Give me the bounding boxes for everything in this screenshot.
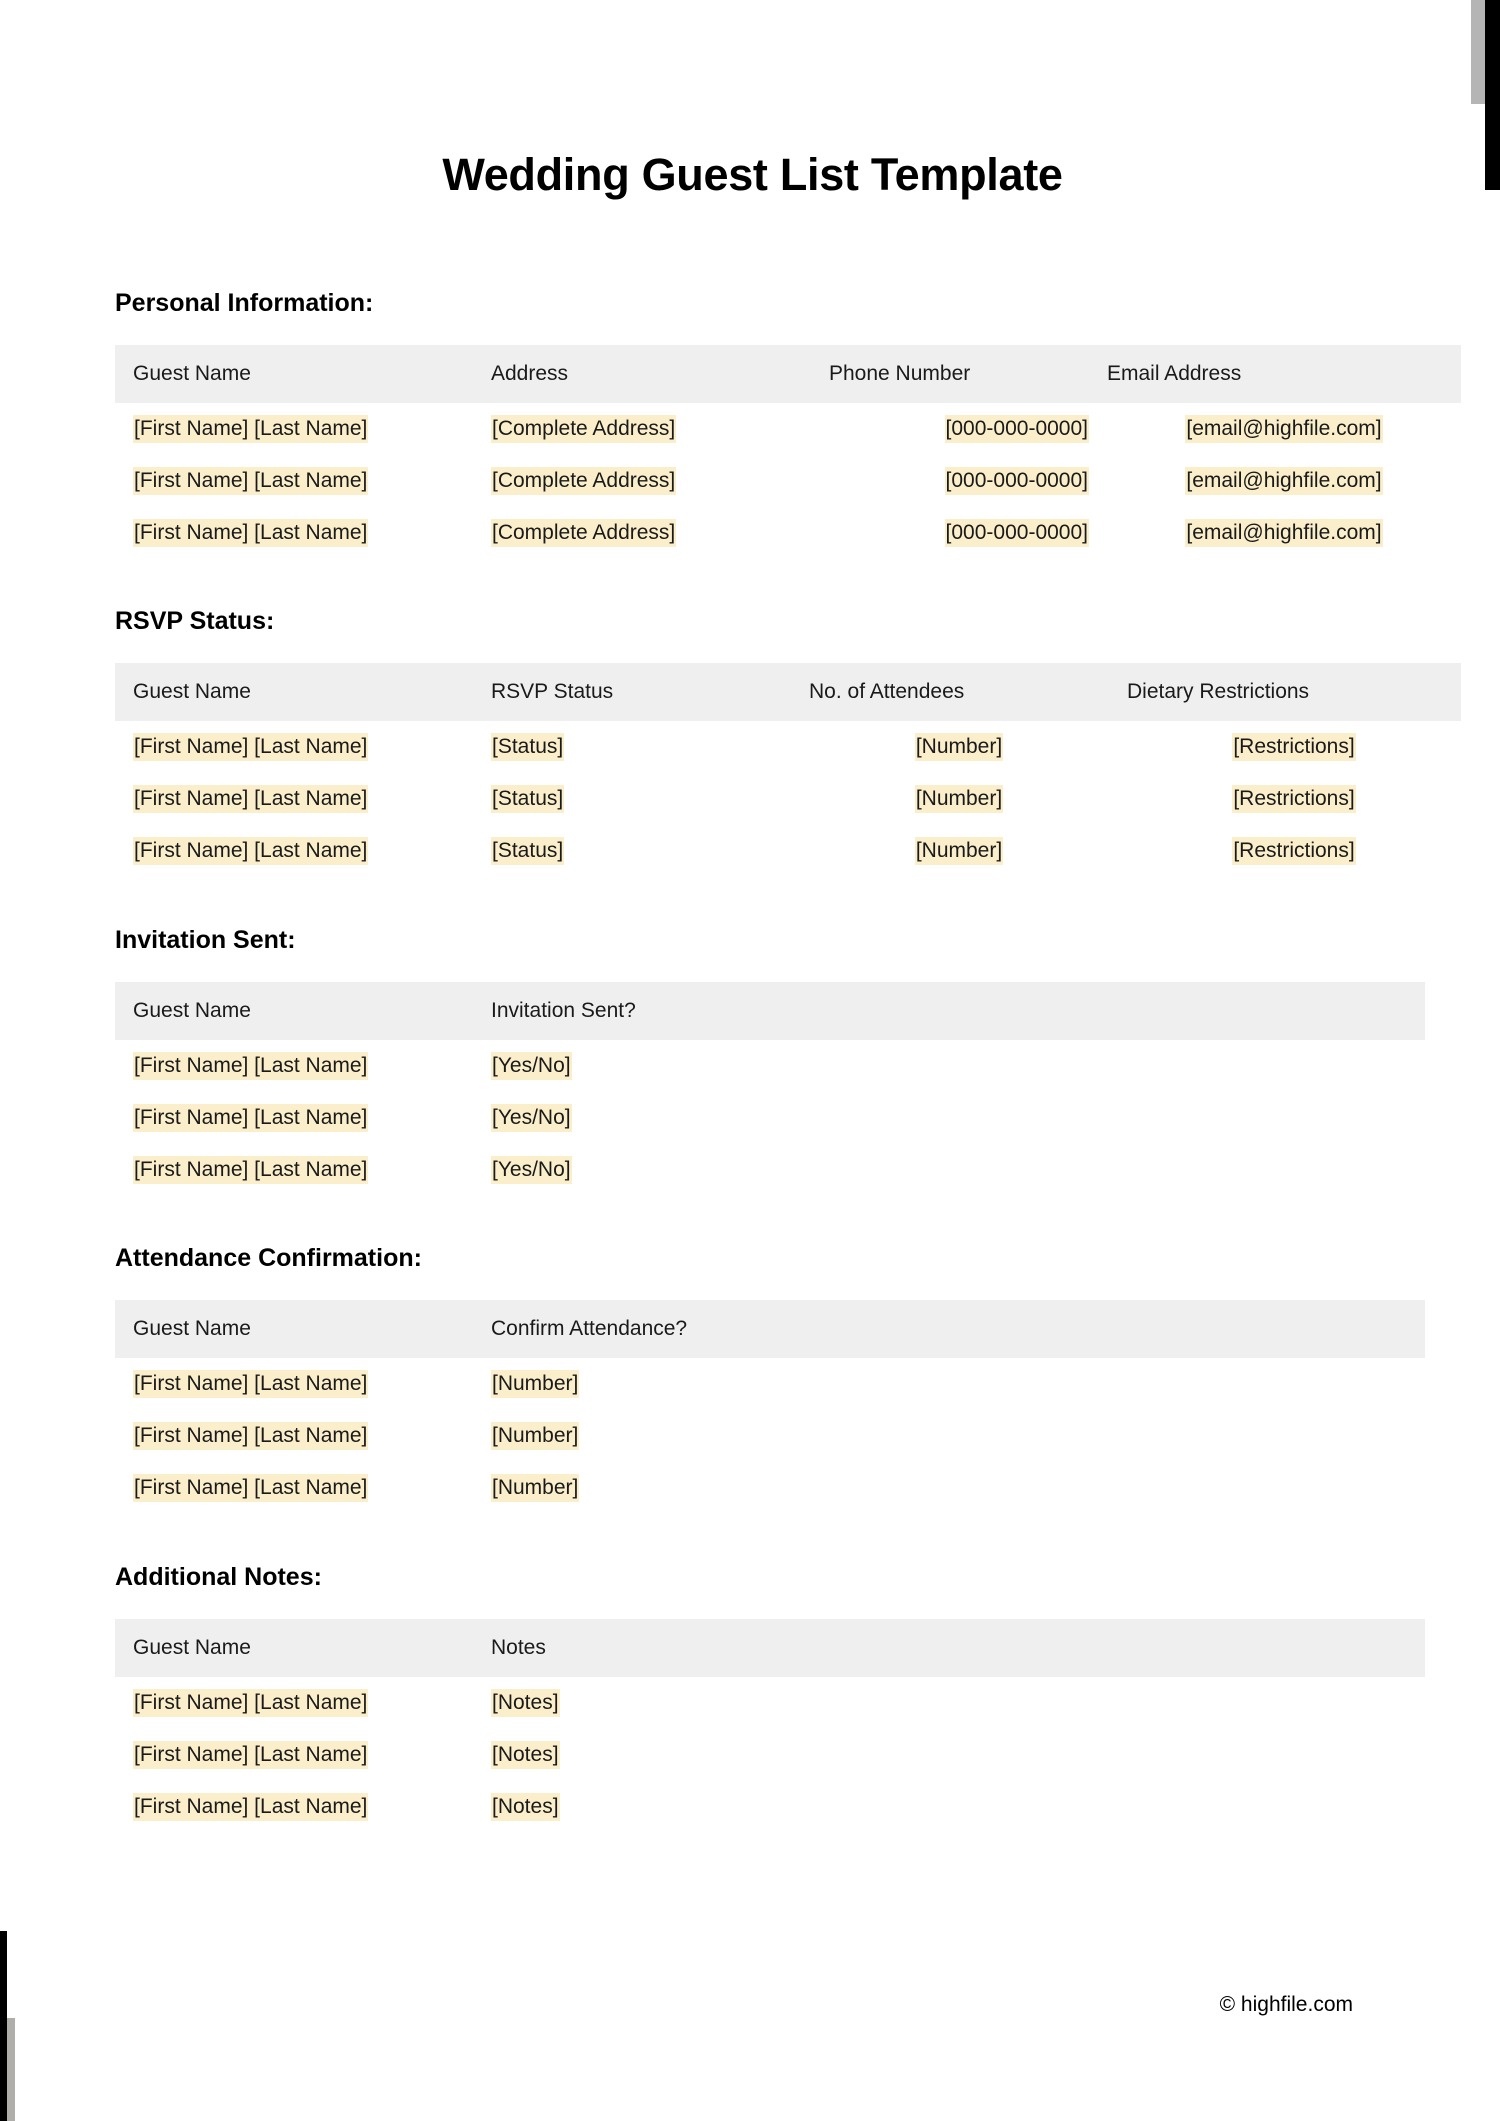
placeholder-number[interactable]: [Number] — [915, 733, 1003, 761]
placeholder-status[interactable]: [Status] — [491, 837, 564, 865]
placeholder-email-address[interactable]: [email@highfile.com] — [1185, 467, 1382, 495]
table-row — [115, 1410, 1425, 1462]
placeholder-number[interactable]: [Number] — [491, 1370, 579, 1398]
cell-guest-name[interactable] — [115, 1092, 473, 1144]
cell-address[interactable] — [473, 455, 811, 507]
placeholder-guest-name[interactable]: [First Name] [Last Name] — [133, 1104, 368, 1132]
footer-copyright: © highfile.com — [1219, 1993, 1353, 2016]
placeholder-restrictions[interactable]: [Restrictions] — [1232, 733, 1355, 761]
cell-confirm-attendance[interactable] — [473, 1410, 1425, 1462]
table-row — [115, 1729, 1425, 1781]
placeholder-guest-name[interactable]: [First Name] [Last Name] — [133, 785, 368, 813]
section-rsvp-status — [115, 606, 1390, 878]
column-header-guest-name: Guest Name — [115, 345, 473, 403]
table-row — [115, 1677, 1425, 1729]
cell-guest-name[interactable] — [115, 773, 473, 825]
secondary-scrollbar-track[interactable] — [0, 1931, 7, 2121]
placeholder-guest-name[interactable]: [First Name] [Last Name] — [133, 1370, 368, 1398]
placeholder-status[interactable]: [Status] — [491, 785, 564, 813]
placeholder-yes-no[interactable]: [Yes/No] — [491, 1052, 572, 1080]
cell-guest-name[interactable] — [115, 1358, 473, 1410]
cell-notes[interactable] — [473, 1729, 1425, 1781]
table-row — [115, 507, 1461, 559]
cell-invitation-sent[interactable] — [473, 1144, 1425, 1196]
placeholder-email-address[interactable]: [email@highfile.com] — [1185, 415, 1382, 443]
table-row — [115, 455, 1461, 507]
table-row — [115, 825, 1461, 877]
cell-rsvp-status[interactable] — [473, 721, 791, 773]
cell-notes[interactable] — [473, 1781, 1425, 1833]
placeholder-number[interactable]: [Number] — [491, 1474, 579, 1502]
section-invitation-sent — [115, 925, 1390, 1197]
cell-invitation-sent[interactable] — [473, 1040, 1425, 1092]
placeholder-guest-name[interactable]: [First Name] [Last Name] — [133, 733, 368, 761]
placeholder-address[interactable]: [Complete Address] — [491, 467, 676, 495]
cell-email-address[interactable] — [1089, 403, 1461, 455]
cell-guest-name[interactable] — [115, 1729, 473, 1781]
placeholder-number[interactable]: [Number] — [915, 837, 1003, 865]
cell-phone-number[interactable] — [811, 507, 1089, 559]
placeholder-address[interactable]: [Complete Address] — [491, 415, 676, 443]
table-invitation-sent — [115, 982, 1425, 1197]
column-header-guest-name: Guest Name — [115, 1619, 473, 1677]
placeholder-number[interactable]: [Number] — [915, 785, 1003, 813]
section-additional-notes — [115, 1562, 1390, 1834]
placeholder-notes[interactable]: [Notes] — [491, 1741, 560, 1769]
placeholder-notes[interactable]: [Notes] — [491, 1689, 560, 1717]
document-content — [115, 0, 1390, 1833]
column-header-guest-name: Guest Name — [115, 663, 473, 721]
table-row — [115, 1040, 1425, 1092]
table-row — [115, 1358, 1425, 1410]
placeholder-guest-name[interactable]: [First Name] [Last Name] — [133, 467, 368, 495]
table-row — [115, 1462, 1425, 1514]
section-heading-personal-information: Personal Information: — [115, 288, 374, 317]
placeholder-notes[interactable]: [Notes] — [491, 1793, 560, 1821]
placeholder-email-address[interactable]: [email@highfile.com] — [1185, 519, 1382, 547]
placeholder-guest-name[interactable]: [First Name] [Last Name] — [133, 1689, 368, 1717]
table-attendance-confirmation — [115, 1300, 1425, 1515]
cell-confirm-attendance[interactable] — [473, 1358, 1425, 1410]
table-row — [115, 1144, 1425, 1196]
placeholder-guest-name[interactable]: [First Name] [Last Name] — [133, 1052, 368, 1080]
cell-guest-name[interactable] — [115, 721, 473, 773]
placeholder-guest-name[interactable]: [First Name] [Last Name] — [133, 415, 368, 443]
cell-guest-name[interactable] — [115, 1462, 473, 1514]
vertical-scrollbar-thumb[interactable] — [1471, 0, 1485, 104]
cell-confirm-attendance[interactable] — [473, 1462, 1425, 1514]
cell-email-address[interactable] — [1089, 507, 1461, 559]
column-header-guest-name: Guest Name — [115, 982, 473, 1040]
cell-guest-name[interactable] — [115, 1040, 473, 1092]
placeholder-guest-name[interactable]: [First Name] [Last Name] — [133, 1793, 368, 1821]
column-header-dietary-restrictions: Dietary Restrictions — [1109, 663, 1461, 721]
table-header-row — [115, 1300, 1425, 1358]
cell-phone-number[interactable] — [811, 455, 1089, 507]
table-header-row — [115, 982, 1425, 1040]
cell-guest-name[interactable] — [115, 403, 473, 455]
placeholder-restrictions[interactable]: [Restrictions] — [1232, 785, 1355, 813]
placeholder-yes-no[interactable]: [Yes/No] — [491, 1104, 572, 1132]
section-heading-attendance-confirmation: Attendance Confirmation: — [115, 1244, 422, 1273]
table-additional-notes — [115, 1619, 1425, 1834]
section-attendance-confirmation — [115, 1243, 1390, 1515]
cell-rsvp-status[interactable] — [473, 825, 791, 877]
cell-guest-name[interactable] — [115, 1677, 473, 1729]
placeholder-number[interactable]: [Number] — [491, 1422, 579, 1450]
cell-dietary-restrictions[interactable] — [1109, 773, 1461, 825]
table-rsvp-status — [115, 663, 1461, 878]
table-row — [115, 773, 1461, 825]
column-header-guest-name: Guest Name — [115, 1300, 473, 1358]
cell-address[interactable] — [473, 507, 811, 559]
cell-guest-name[interactable] — [115, 1410, 473, 1462]
placeholder-guest-name[interactable]: [First Name] [Last Name] — [133, 1422, 368, 1450]
cell-rsvp-status[interactable] — [473, 773, 791, 825]
column-header-email-address: Email Address — [1089, 345, 1461, 403]
section-personal-information — [115, 288, 1390, 560]
page-title: Wedding Guest List Template — [442, 149, 1063, 200]
cell-guest-name[interactable] — [115, 1781, 473, 1833]
column-header-no-of-attendees: No. of Attendees — [791, 663, 1109, 721]
column-header-rsvp-status: RSVP Status — [473, 663, 791, 721]
placeholder-guest-name[interactable]: [First Name] [Last Name] — [133, 1474, 368, 1502]
table-row — [115, 1092, 1425, 1144]
table-row — [115, 721, 1461, 773]
placeholder-phone-number[interactable]: [000-000-0000] — [945, 415, 1089, 443]
placeholder-phone-number[interactable]: [000-000-0000] — [945, 467, 1089, 495]
column-header-phone-number: Phone Number — [811, 345, 1089, 403]
column-header-address: Address — [473, 345, 811, 403]
placeholder-guest-name[interactable]: [First Name] [Last Name] — [133, 1156, 368, 1184]
secondary-scrollbar-thumb[interactable] — [7, 2018, 15, 2121]
cell-no-of-attendees[interactable] — [791, 721, 1109, 773]
section-heading-additional-notes: Additional Notes: — [115, 1562, 322, 1591]
cell-phone-number[interactable] — [811, 403, 1089, 455]
table-header-row — [115, 345, 1461, 403]
cell-notes[interactable] — [473, 1677, 1425, 1729]
cell-guest-name[interactable] — [115, 1144, 473, 1196]
placeholder-guest-name[interactable]: [First Name] [Last Name] — [133, 1741, 368, 1769]
cell-dietary-restrictions[interactable] — [1109, 721, 1461, 773]
table-header-row — [115, 663, 1461, 721]
cell-email-address[interactable] — [1089, 455, 1461, 507]
table-row — [115, 1781, 1425, 1833]
cell-guest-name[interactable] — [115, 455, 473, 507]
placeholder-status[interactable]: [Status] — [491, 733, 564, 761]
table-personal-information — [115, 345, 1461, 560]
table-header-row — [115, 1619, 1425, 1677]
placeholder-restrictions[interactable]: [Restrictions] — [1232, 837, 1355, 865]
cell-guest-name[interactable] — [115, 507, 473, 559]
cell-dietary-restrictions[interactable] — [1109, 825, 1461, 877]
cell-guest-name[interactable] — [115, 825, 473, 877]
cell-no-of-attendees[interactable] — [791, 825, 1109, 877]
placeholder-phone-number[interactable]: [000-000-0000] — [945, 519, 1089, 547]
cell-invitation-sent[interactable] — [473, 1092, 1425, 1144]
section-heading-rsvp-status: RSVP Status: — [115, 607, 275, 636]
placeholder-guest-name[interactable]: [First Name] [Last Name] — [133, 837, 368, 865]
table-row — [115, 403, 1461, 455]
column-header-confirm-attendance: Confirm Attendance? — [473, 1300, 1425, 1358]
cell-no-of-attendees[interactable] — [791, 773, 1109, 825]
placeholder-yes-no[interactable]: [Yes/No] — [491, 1156, 572, 1184]
column-header-invitation-sent: Invitation Sent? — [473, 982, 1425, 1040]
cell-address[interactable] — [473, 403, 811, 455]
section-heading-invitation-sent: Invitation Sent: — [115, 925, 296, 954]
column-header-notes: Notes — [473, 1619, 1425, 1677]
placeholder-address[interactable]: [Complete Address] — [491, 519, 676, 547]
placeholder-guest-name[interactable]: [First Name] [Last Name] — [133, 519, 368, 547]
vertical-scrollbar-track[interactable] — [1485, 0, 1500, 190]
